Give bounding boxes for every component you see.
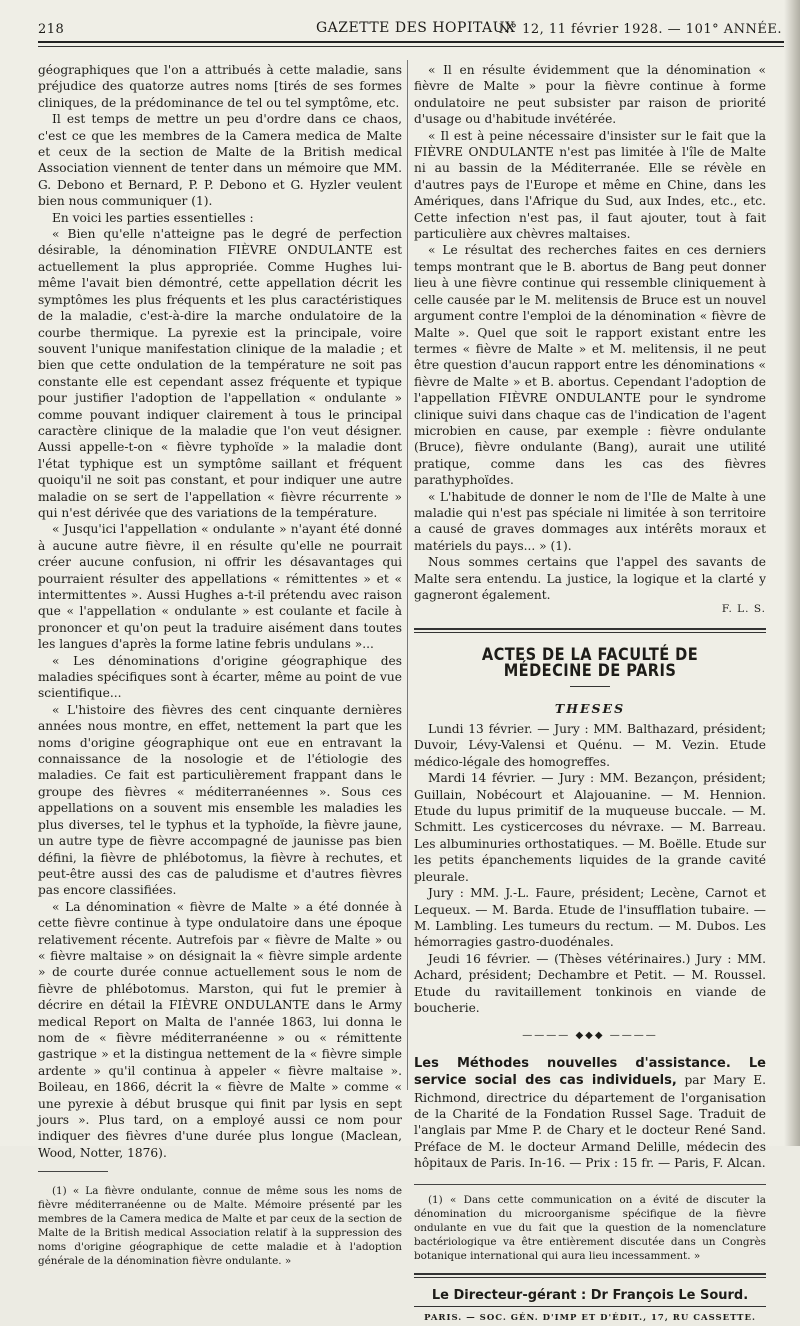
issue-info: N° 12, 11 février 1928. — 101° ANNÉE.: [498, 22, 782, 37]
title-underline: [570, 686, 610, 687]
paragraph: « La dénomination « fièvre de Malte » a été donnée à cette fièvre continue à type ondulatoire dans une époque relativement récente. Autrefois par « fièvre de Malte » ou « fièvre maltaise » on désignait la « fièvre simple ardente » de courte durée connue actuellement sous le nom de fièvre de phlébotomus. Marston, qui fut le premier à décrire en détail la FIÈVRE ONDULANTE dans le Army medical Report on Malta de l'année 1863, lui donna le nom de « fièvre méditerranéenne » ou « rémittente gastrique » et la distingua nettement de la « fièvre simple ardente » qu'il continua à appeler « fièvre maltaise ». Boileau, en 1866, décrit la « fièvre de Malte » comme « une pyrexie à début brusque qui finit par lysis en sept jours ». Plus tard, on a employé aussi ce nom pour indiquer des fièvres d'une durée plus longue (Maclean, Wood, Notter, 1876).: [38, 899, 402, 1160]
ornament-divider: ———— ◆◆◆ ————: [522, 1030, 658, 1042]
footer-separator: [414, 1273, 766, 1278]
header-rule-thin: [38, 46, 784, 47]
printer-line: PARIS. — SOC. GÉN. D'IMP ET D'ÉDIT., 17, RU CASSETTE.: [424, 1313, 756, 1323]
footnote: (1) « La fièvre ondulante, connue de même sous les noms de fièvre méditerranéenne ou de Malte. Mémoire présenté par les membres de la Camera medica de Malte et par ceux de la section de Malte de la British medical Association relatif à la suppression des noms d'origine géographique de cette maladie et à l'adoption générale de la dénomination fièvre ondulante. »: [38, 1185, 402, 1268]
thesis-entry: Jeudi 16 février. — (Thèses vétérinaires.) Jury : MM. Achard, président; Dechambre et Petit. — M. Roussel. Etude du ravitaillement tonkinois en viande de boucherie.: [414, 951, 766, 1015]
paragraph: « Le résultat des recherches faites en ces derniers temps montrant que le B. abortus de Bang peut donner lieu à une fièvre continue qui ressemble cliniquement à celle causée par le M. melitensis de Bruce est un nouvel argument contre l'emploi de la dénomination « fièvre de Malte ». Quel que soit le rapport existant entre les termes « fièvre de Malte » et M. melitensis, il ne peut être question d'aucun rapport entre les dénominations « fièvre de Malte » et B. abortus. Cependant l'adoption de l'appellation FIÈVRE ONDULANTE pour le syndrome clinique suivi dans chaque cas de l'indication de l'agent microbien en cause, par exemple : fièvre ondulante (Bruce), fièvre ondulante (Bang), aurait une utilité pratique, comme dans les cas des fièvres parathyphoïdes.: [414, 243, 766, 488]
paragraph: « L'histoire des fièvres des cent cinquante dernières années nous montre, en effet, nettement la part que les noms d'origine géographique ont eue en entravant la connaissance de la nosologie et de l'étiologie des maladies. Ce fait est particulièrement frappant dans le groupe des fièvres « méditerranéennes ». Sous ces appellations on a souvent mis ensemble les maladies les plus diverses, tel le typhus et la typhoïde, la fièvre jaune, un autre type de fièvre accompagné de jaunisse pas bien défini, la fièvre de phlébotomus, la fièvre à rechutes, et peut-être aussi des cas de paludisme et d'autres fièvres pas encore classifiées.: [38, 702, 402, 898]
book-notice: [414, 1055, 766, 1172]
author-signature: F. L. S.: [721, 603, 766, 616]
thesis-entry: Mardi 14 février. — Jury : MM. Bezançon, président; Guillain, Nobécourt et Alajouanine. — M. Hennion. Etude du lupus primitif de la muqueuse buccale. — M. Schmitt. Les cysticercoses du névraxe. — M. Barreau. Les albuminuries orthostatiques. — M. Boëlle. Etude sur les petits épanchements liquides de la grande cavité pleurale.: [414, 771, 766, 884]
paragraph: « L'habitude de donner le nom de l'Ile de Malte à une maladie qui n'est pas spéciale ni limitée à son territoire a causé de graves dommages aux intérêts moraux et matériels du pays... » (1).: [414, 489, 766, 553]
book-details: par Mary E. Richmond, directrice du département de l'organisation de la Charité de la Fondation Russel Sage. Traduit de l'anglais par Mme P. de Chary et le docteur René Sand. Préface de M. le docteur Armand Delille, médecin des hôpitaux de Paris. In-16. — Prix : 15 fr. — Paris, F. Alcan.: [414, 1073, 766, 1171]
left-column: [38, 62, 402, 1268]
header-rule: [38, 41, 784, 43]
thesis-entry: Lundi 13 février. — Jury : MM. Balthazard, président; Duvoir, Lévy-Valensi et Quénu. — M. Vezin. Etude médico-légale des homogreffes.: [414, 722, 766, 769]
director-line: Le Directeur-gérant : Dr François Le Sourd.: [431, 1287, 749, 1303]
journal-title: GAZETTE DES HOPITAUX: [316, 20, 516, 36]
theses-heading: THESES: [554, 700, 626, 716]
paragraph: En voici les parties essentielles :: [52, 210, 254, 225]
section-separator: [414, 628, 766, 633]
footnote: (1) « Dans cette communication on a évité de discuter la dénomination du microorganisme spécifique de la fièvre ondulante en vue du fait que la question de la nomenclature bactériologique va être entièrement discutée dans un Congrès botanique international qui aura lieu incessamment. »: [414, 1193, 766, 1262]
footnote-rule: [38, 1171, 108, 1172]
footer-rule: [414, 1306, 766, 1307]
paragraph: « Il en résulte évidemment que la dénomination « fièvre de Malte » pour la fièvre continue à forme ondulatoire ne peut subsister par raison de priorité d'usage ou d'habitude invétérée.: [414, 63, 766, 127]
page-header: [38, 20, 782, 40]
page-number: 218: [38, 22, 65, 37]
paragraph: Il est temps de mettre un peu d'ordre dans ce chaos, c'est ce que les membres de la Camera medica de Malte et ceux de la section de Malte de la British medical Association viennent de tenter dans un mémoire que MM. G. Debono et Bernard, P. P. Debono et G. Hyzler veulent bien nous communiquer (1).: [38, 112, 402, 209]
paragraph: « Jusqu'ici l'appellation « ondulante » n'ayant été donné à aucune autre fièvre, il en résulte qu'elle ne pourrait créer aucune confusion, ni offrir les désavantages qui pourraient résulter des appellations « rémittentes » et « intermittentes ». Aussi Hughes a-t-il prétendu avec raison que « l'appellation « ondulante » est coulante et facile à prononcer et qu'on peut la traduire aisément dans toutes les langues d'après la forme latine febris undulans »...: [38, 522, 402, 652]
section-title: ACTES DE LA FACULTÉ DE MÉDECINE DE PARIS: [481, 644, 699, 682]
paragraph: géographiques que l'on a attribués à cette maladie, sans préjudice des quatorze autres noms [tirés de ses formes cliniques, de la prédominance de tel ou tel symptôme, etc.: [38, 63, 402, 110]
paragraph: « Les dénominations d'origine géographique des maladies spécifiques sont à écarter, même au point de vue scientifique...: [38, 653, 402, 701]
footnote-rule: [414, 1184, 766, 1185]
book-title: Les Méthodes nouvelles d'assistance. Le service social des cas individuels,: [414, 1055, 766, 1089]
thesis-entry: Jury : MM. J.-L. Faure, président; Lecène, Carnot et Lequeux. — M. Barda. Etude de l'insufflation tubaire. — M. Lambling. Les tumeurs du rectum. — M. Dubos. Les hémorragies gastro-duodénales.: [414, 886, 766, 950]
column-divider: [407, 60, 408, 1090]
paragraph: « Il est à peine nécessaire d'insister sur le fait que la FIÈVRE ONDULANTE n'est pas limitée à l'île de Malte ni au bassin de la Méditerranée. Elle se révèle en d'autres pays de l'Europe et même en Chine, dans les Amériques, dans l'Afrique du Sud, aux Indes, etc., etc. Cette infection n'est pas, il faut ajouter, tout à fait particulière aux chèvres maltaises.: [414, 128, 766, 242]
right-column: [414, 62, 766, 1326]
paragraph: Nous sommes certains que l'appel des savants de Malte sera entendu. La justice, la logique et la clarté y gagneront également.: [414, 555, 766, 602]
paragraph: « Bien qu'elle n'atteigne pas le degré de perfection désirable, la dénomination FIÈVRE ONDULANTE est actuellement la plus appropriée. Comme Hughes lui-même l'avait bien démontré, cette appellation décrit les symptômes les plus fréquents et les plus caractéristiques de la maladie, c'est-à-dire la marche ondulatoire de la courbe thermique. La pyrexie est la principale, voire souvent l'unique manifestation clinique de la maladie ; et bien que cette ondulation de la température ne soit pas constante elle est cependant assez fréquente et typique pour justifier l'adoption de l'appellation « ondulante » comme pouvant indiquer clairement à tous le principal caractère clinique de la maladie que l'on veut désigner. Aussi appelle-t-on « fièvre typhoïde » la maladie dont l'état typhique est un symptôme saillant et fréquent quoiqu'il ne soit pas constant, et pour indiquer une autre maladie on se sert de l'appellation « fièvre récurrente » qui n'est dérivée que des variations de la température.: [38, 227, 402, 520]
